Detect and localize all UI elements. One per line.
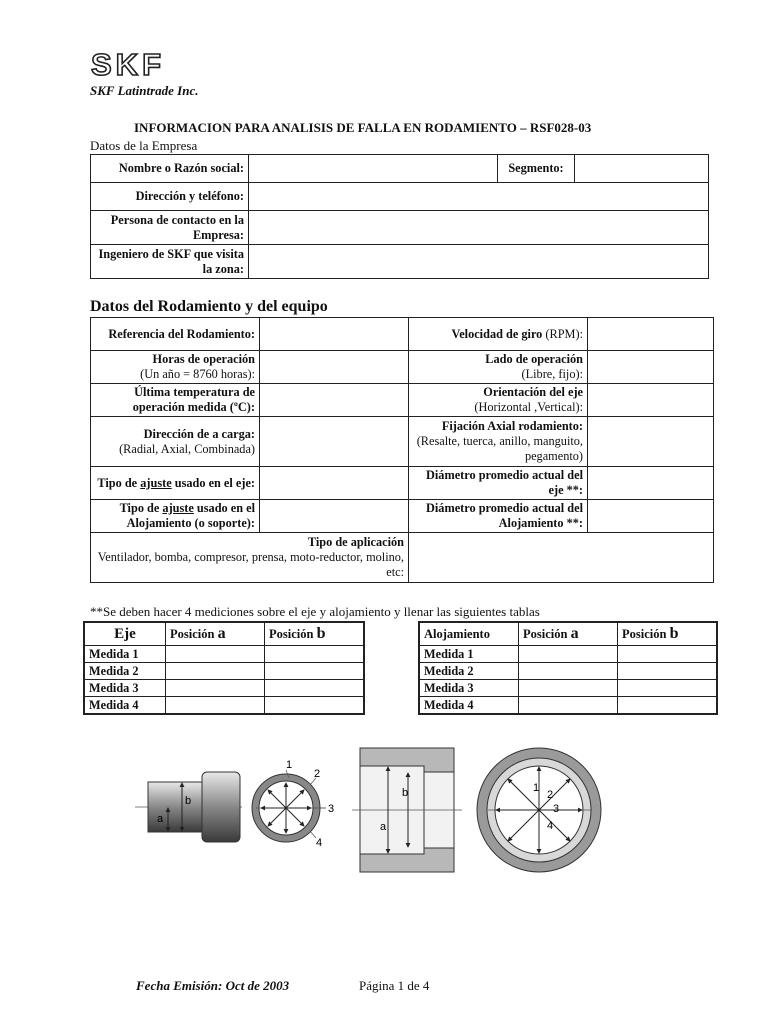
shaft-cross-section: [252, 759, 334, 849]
eje-cell[interactable]: [166, 646, 265, 663]
label-diametro-alojamiento: Diámetro promedio actual del Alojamiento **:: [409, 500, 588, 533]
field-diametro-eje[interactable]: [588, 467, 714, 500]
eje-title: Eje: [84, 622, 166, 646]
field-velocidad[interactable]: [588, 318, 714, 351]
eje-row-label: Medida 4: [84, 697, 166, 715]
eje-cell[interactable]: [265, 646, 365, 663]
footer-pagina: Página 1 de 4: [359, 978, 430, 993]
header-posicion-b: Posición b: [265, 622, 365, 646]
label-segmento: Segmento:: [498, 155, 575, 183]
alojamiento-title: Alojamiento: [419, 622, 519, 646]
field-horas[interactable]: [260, 351, 409, 384]
field-aplicacion[interactable]: [409, 533, 714, 583]
label-carga: Dirección de a carga: (Radial, Axial, Combinada): [91, 417, 260, 467]
svg-text:a: a: [157, 813, 164, 825]
label-fijacion: Fijación Axial rodamiento: (Resalte, tuerca, anillo, manguito, pegamento): [409, 417, 588, 467]
field-lado[interactable]: [588, 351, 714, 384]
housing-side-view: [352, 748, 462, 872]
field-orientacion[interactable]: [588, 384, 714, 417]
field-ajuste-alojamiento[interactable]: [260, 500, 409, 533]
label-velocidad: Velocidad de giro (RPM):: [409, 318, 588, 351]
bearing-table: [90, 317, 714, 583]
eje-cell[interactable]: [166, 697, 265, 715]
eje-row-label: Medida 2: [84, 663, 166, 680]
label-orientacion: Orientación del eje (Horizontal ,Vertical):: [409, 384, 588, 417]
label-diametro-eje: Diámetro promedio actual del eje **:: [409, 467, 588, 500]
svg-text:2: 2: [547, 789, 554, 801]
svg-text:4: 4: [547, 820, 554, 832]
field-ajuste-eje[interactable]: [260, 467, 409, 500]
label-direccion: Dirección y teléfono:: [91, 183, 249, 211]
alojamiento-row-label: Medida 3: [419, 680, 519, 697]
label-referencia: Referencia del Rodamiento:: [91, 318, 260, 351]
shaft-side-view: [135, 772, 242, 842]
svg-text:b: b: [402, 787, 409, 799]
alojamiento-cell[interactable]: [519, 697, 618, 715]
field-ingeniero[interactable]: [249, 245, 709, 279]
skf-logo: [90, 50, 194, 78]
measurement-note: **Se deben hacer 4 mediciones sobre el eje y alojamiento y llenar las siguientes tablas: [90, 604, 540, 619]
header-posicion-a: Posición a: [519, 622, 618, 646]
svg-text:3: 3: [328, 803, 335, 815]
field-referencia[interactable]: [260, 318, 409, 351]
eje-cell[interactable]: [166, 663, 265, 680]
eje-measurement-table: [83, 621, 365, 715]
header-posicion-b: Posición b: [618, 622, 718, 646]
label-aplicacion: Tipo de aplicación Ventilador, bomba, compresor, prensa, moto-reductor, molino, etc:: [91, 533, 409, 583]
field-carga[interactable]: [260, 417, 409, 467]
eje-row-label: Medida 1: [84, 646, 166, 663]
eje-cell[interactable]: [265, 697, 365, 715]
eje-cell[interactable]: [265, 663, 365, 680]
footer-fecha: Fecha Emisión: Oct de 2003: [136, 978, 290, 993]
svg-text:SKF: SKF: [91, 50, 165, 78]
alojamiento-cell[interactable]: [618, 663, 718, 680]
svg-text:3: 3: [553, 803, 560, 815]
field-nombre[interactable]: [249, 155, 498, 183]
alojamiento-cell[interactable]: [618, 697, 718, 715]
field-segmento[interactable]: [575, 155, 709, 183]
section-title-empresa: Datos de la Empresa: [90, 138, 198, 153]
alojamiento-cell[interactable]: [519, 663, 618, 680]
label-contacto: Persona de contacto en la Empresa:: [91, 211, 249, 245]
housing-cross-section: [477, 748, 601, 872]
field-temperatura[interactable]: [260, 384, 409, 417]
eje-cell[interactable]: [265, 680, 365, 697]
svg-text:2: 2: [314, 768, 321, 780]
company-table: [90, 154, 709, 279]
svg-text:4: 4: [316, 837, 323, 849]
alojamiento-measurement-table: [418, 621, 718, 715]
alojamiento-row-label: Medida 2: [419, 663, 519, 680]
svg-text:1: 1: [286, 759, 293, 771]
alojamiento-cell[interactable]: [519, 680, 618, 697]
label-ajuste-alojamiento: Tipo de ajuste usado en el Alojamiento (o soporte):: [91, 500, 260, 533]
svg-text:b: b: [185, 795, 192, 807]
label-ajuste-eje: Tipo de ajuste usado en el eje:: [91, 467, 260, 500]
label-horas: Horas de operación (Un año = 8760 horas):: [91, 351, 260, 384]
alojamiento-cell[interactable]: [618, 646, 718, 663]
svg-text:a: a: [380, 821, 387, 833]
document-title: INFORMACION PARA ANALISIS DE FALLA EN RODAMIENTO – RSF028-03: [134, 120, 592, 135]
label-temperatura: Última temperatura de operación medida (ºC):: [91, 384, 260, 417]
eje-cell[interactable]: [166, 680, 265, 697]
field-contacto[interactable]: [249, 211, 709, 245]
label-lado: Lado de operación (Libre, fijo):: [409, 351, 588, 384]
alojamiento-row-label: Medida 4: [419, 697, 519, 715]
label-nombre: Nombre o Razón social:: [91, 155, 249, 183]
measurement-diagram: [130, 740, 610, 880]
section-title-rodamiento: Datos del Rodamiento y del equipo: [90, 298, 328, 315]
alojamiento-cell[interactable]: [519, 646, 618, 663]
label-ingeniero: Ingeniero de SKF que visita la zona:: [91, 245, 249, 279]
svg-text:1: 1: [533, 782, 540, 794]
alojamiento-row-label: Medida 1: [419, 646, 519, 663]
field-direccion[interactable]: [249, 183, 709, 211]
company-name: SKF Latintrade Inc.: [90, 83, 199, 98]
field-fijacion[interactable]: [588, 417, 714, 467]
eje-row-label: Medida 3: [84, 680, 166, 697]
alojamiento-cell[interactable]: [618, 680, 718, 697]
field-diametro-alojamiento[interactable]: [588, 500, 714, 533]
header-posicion-a: Posición a: [166, 622, 265, 646]
